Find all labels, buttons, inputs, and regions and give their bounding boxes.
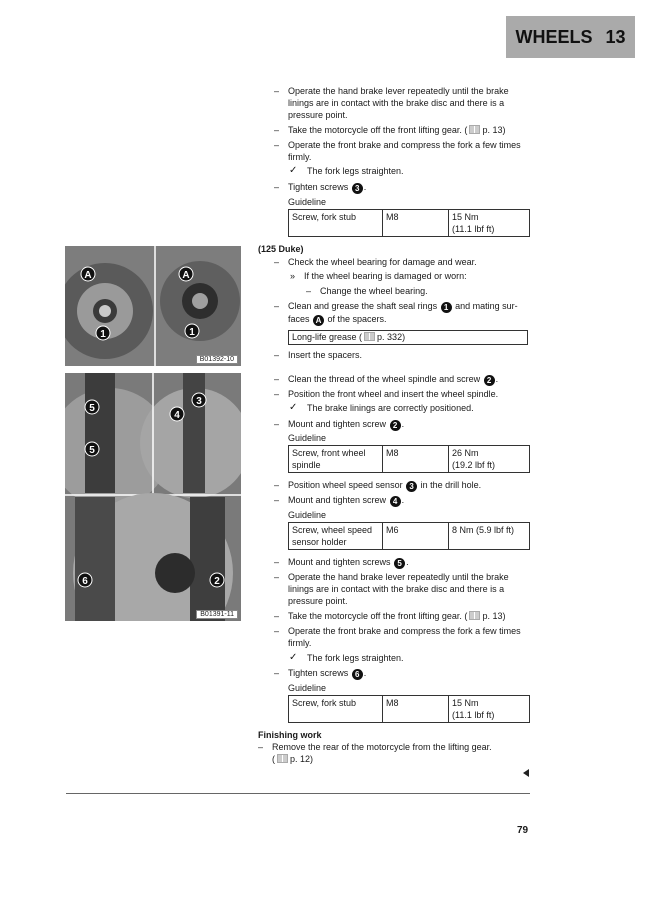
step-text: firmly. — [288, 638, 312, 648]
dash-bullet: – — [274, 495, 280, 505]
footer-divider — [66, 793, 530, 794]
figure-label-3: 3 — [196, 396, 202, 407]
bullet-icon: » — [290, 271, 296, 281]
book-icon — [364, 332, 375, 341]
figure-label-2: 2 — [214, 576, 220, 587]
table-cell: Screw, front wheel spindle — [289, 446, 383, 473]
book-icon — [469, 611, 480, 620]
step-text: Operate the front brake and compress the fork a few times — [288, 626, 521, 636]
torque-table — [288, 695, 530, 723]
torque-table — [288, 445, 530, 473]
step-text: Operate the hand brake lever repeatedly until the brake — [288, 86, 509, 96]
guideline-label: Guideline — [288, 510, 327, 520]
step-text: Clean the thread of the wheel spindle and screw 2 . — [288, 374, 499, 385]
dash-bullet: – — [274, 572, 280, 582]
step-text: linings are in contact with the brake disc and there is a — [288, 584, 505, 594]
guideline-label: Guideline — [288, 683, 327, 693]
step-text: firmly. — [288, 152, 312, 162]
dash-bullet: – — [274, 140, 280, 150]
table-cell: M8 — [383, 696, 449, 723]
chapter-header-tab — [506, 16, 635, 58]
result-text: The fork legs straighten. — [307, 166, 404, 176]
dash-bullet: – — [274, 668, 280, 678]
step-text: Position wheel speed sensor 3 in the drill hole. — [288, 480, 482, 491]
check-icon: ✓ — [289, 165, 298, 176]
page-number: 79 — [517, 825, 529, 836]
step-text: Insert the spacers. — [288, 350, 363, 360]
dash-bullet: – — [274, 125, 280, 135]
figure-wheel-bearing-illustration — [65, 246, 241, 366]
dash-bullet: – — [274, 389, 280, 399]
figure-label-5: 5 — [89, 403, 95, 414]
guideline-label: Guideline — [288, 433, 327, 443]
dash-bullet: – — [274, 86, 280, 96]
figure-code: B01391-11 — [196, 610, 238, 619]
dash-bullet: – — [274, 480, 280, 490]
callout-badge: 4 — [390, 496, 401, 507]
book-icon — [277, 754, 288, 763]
step-text: faces A of the spacers. — [288, 314, 387, 325]
step-text: Position the front wheel and insert the wheel spindle. — [288, 389, 499, 399]
step-text: Operate the hand brake lever repeatedly until the brake — [288, 572, 509, 582]
callout-badge: 3 — [406, 481, 417, 492]
table-cell: 26 Nm (19.2 lbf ft) — [449, 446, 530, 473]
table-cell: M8 — [383, 446, 449, 473]
end-of-section-icon — [523, 769, 529, 777]
figure-wheel-bearing — [65, 246, 241, 366]
callout-badge: 2 — [390, 420, 401, 431]
figure-label-6: 6 — [82, 576, 88, 587]
section-heading: Finishing work — [258, 730, 322, 740]
figure-label-a: A — [182, 270, 190, 281]
dash-bullet: – — [306, 286, 312, 296]
callout-badge: A — [313, 315, 324, 326]
step-text: Change the wheel bearing. — [320, 286, 428, 296]
guideline-label: Guideline — [288, 197, 327, 207]
check-icon: ✓ — [289, 652, 298, 663]
dash-bullet: – — [274, 257, 280, 267]
table-cell: M8 — [383, 210, 449, 237]
figure-label-1: 1 — [100, 329, 106, 340]
callout-badge: 3 — [352, 183, 363, 194]
step-text: Operate the front brake and compress the fork a few times — [288, 140, 521, 150]
section-heading: (125 Duke) — [258, 244, 304, 254]
figure-label-1: 1 — [189, 327, 195, 338]
table-cell: M6 — [383, 523, 449, 550]
step-text: Take the motorcycle off the front lifting gear. ( p. 13) — [288, 125, 506, 135]
condition-text: If the wheel bearing is damaged or worn: — [304, 271, 467, 281]
table-cell: 15 Nm (11.1 lbf ft) — [449, 210, 530, 237]
figure-label-a: A — [84, 270, 92, 281]
torque-table — [288, 209, 530, 237]
dash-bullet: – — [274, 301, 280, 311]
page-reference[interactable]: p. 12) — [290, 754, 314, 764]
step-text: pressure point. — [288, 110, 348, 120]
dash-bullet: – — [274, 350, 280, 360]
dash-bullet: – — [274, 626, 280, 636]
table-cell: 15 Nm (11.1 lbf ft) — [449, 696, 530, 723]
book-icon — [469, 125, 480, 134]
result-text: The fork legs straighten. — [307, 653, 404, 663]
step-text: Check the wheel bearing for damage and wear. — [288, 257, 477, 267]
figure-front-wheel-mounting-illustration — [65, 373, 241, 621]
page-reference[interactable]: p. 13) — [482, 611, 506, 621]
dash-bullet: – — [274, 611, 280, 621]
dash-bullet: – — [274, 419, 280, 429]
step-text: Tighten screws 3 . — [288, 182, 367, 193]
result-text: The brake linings are correctly positioned. — [307, 403, 474, 413]
figure-label-4: 4 — [174, 410, 180, 421]
table-cell: 8 Nm (5.9 lbf ft) — [449, 523, 530, 550]
figure-code: B01392-10 — [196, 355, 238, 364]
callout-badge: 2 — [484, 375, 495, 386]
step-text: Mount and tighten screws 5 . — [288, 557, 409, 568]
page-reference[interactable]: p. 13) — [482, 125, 506, 135]
callout-badge: 6 — [352, 669, 363, 680]
chapter-number: 13 — [605, 26, 626, 47]
dash-bullet: – — [274, 557, 280, 567]
table-cell: Screw, wheel speed sensor holder — [289, 523, 383, 550]
step-text: Mount and tighten screw 4 . — [288, 495, 405, 506]
lubricant-box: Long-life grease ( p. 332) — [288, 330, 528, 345]
figure-label-5: 5 — [89, 445, 95, 456]
callout-badge: 5 — [394, 558, 405, 569]
table-cell: Screw, fork stub — [289, 210, 383, 237]
step-text: linings are in contact with the brake disc and there is a — [288, 98, 505, 108]
step-text: Clean and grease the shaft seal rings 1 and mating sur- — [288, 301, 518, 312]
torque-table — [288, 522, 530, 550]
dash-bullet: – — [258, 742, 264, 752]
step-text: Take the motorcycle off the front lifting gear. ( p. 13) — [288, 611, 506, 621]
dash-bullet: – — [274, 182, 280, 192]
step-text: Mount and tighten screw 2 . — [288, 419, 405, 430]
step-text: Tighten screws 6 . — [288, 668, 367, 679]
figure-front-wheel-mounting — [65, 373, 241, 621]
step-text: pressure point. — [288, 596, 348, 606]
check-icon: ✓ — [289, 402, 298, 413]
table-cell: Screw, fork stub — [289, 696, 383, 723]
dash-bullet: – — [274, 374, 280, 384]
step-text: ( p. 12) — [272, 754, 314, 764]
page-reference[interactable]: p. 332) — [377, 332, 406, 342]
step-text: Remove the rear of the motorcycle from the lifting gear. — [272, 742, 492, 752]
callout-badge: 1 — [441, 302, 452, 313]
chapter-title: WHEELS — [515, 26, 593, 47]
